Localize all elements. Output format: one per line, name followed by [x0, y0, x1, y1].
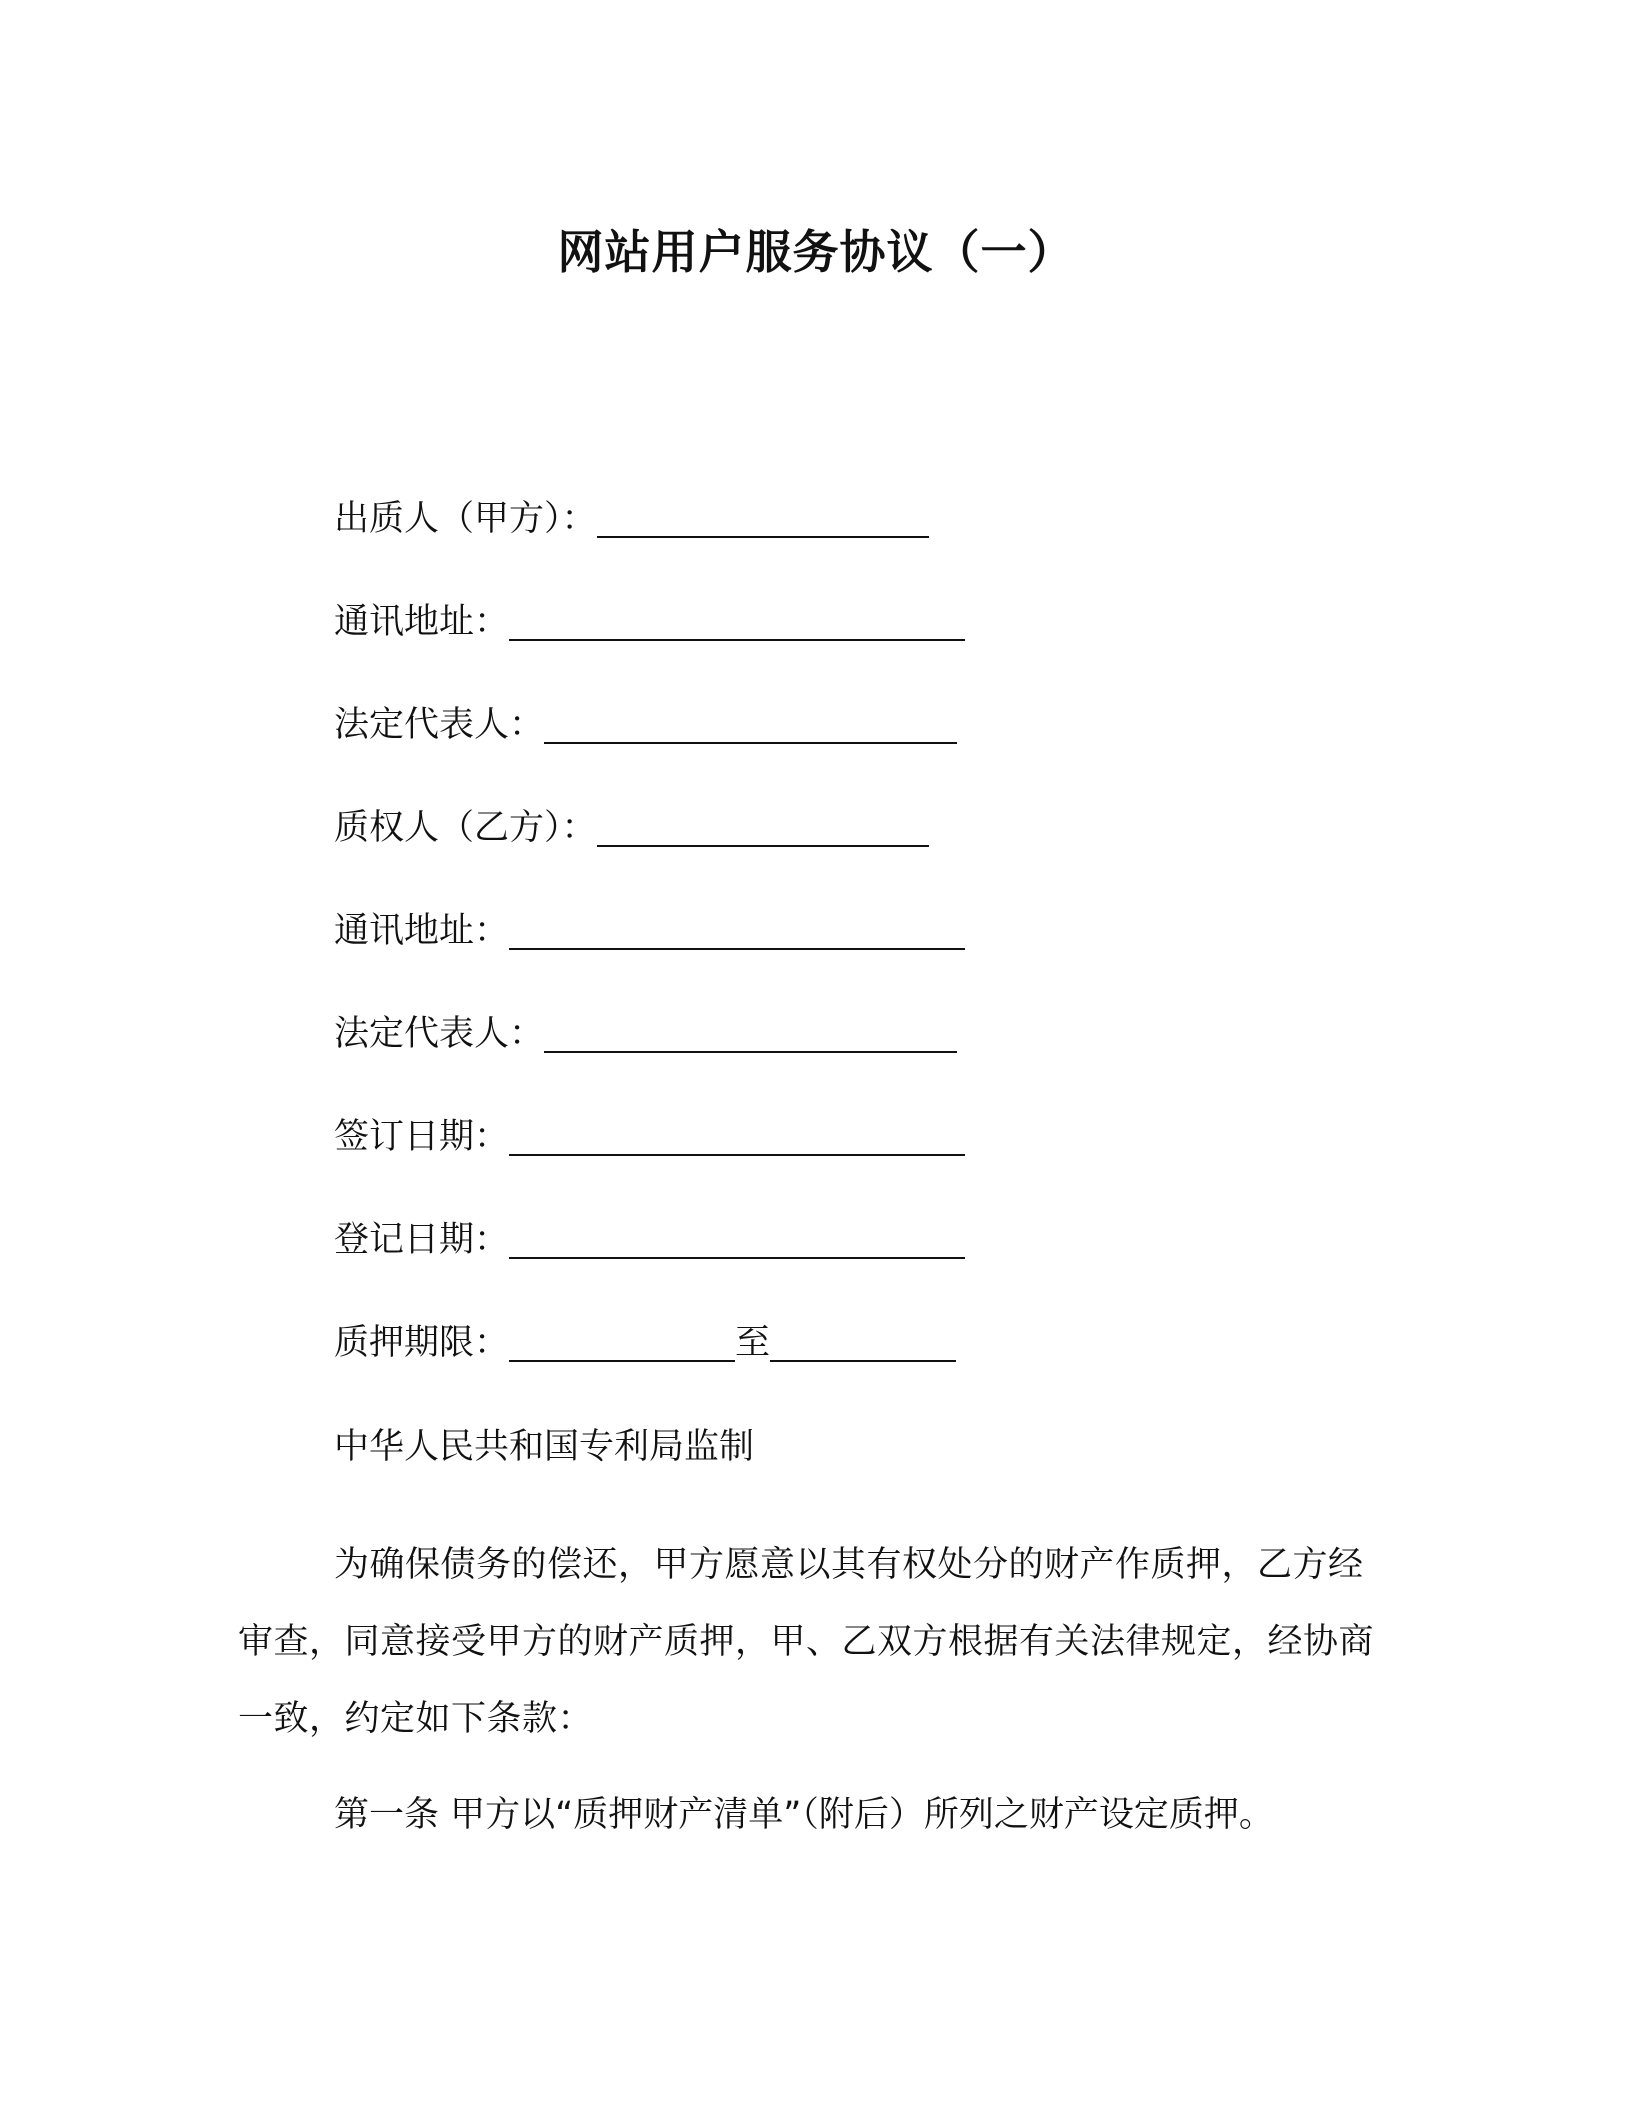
preamble-paragraph: 为确保债务的偿还，甲方愿意以其有权处分的财产作质押，乙方经审查，同意接受甲方的财产质押，甲、乙双方根据有关法律规定，经协商一致，约定如下条款：: [238, 1545, 1375, 1739]
signing-date-label: 签订日期：: [334, 1117, 510, 1157]
registration-date-label: 登记日期：: [334, 1220, 510, 1260]
pledgee-field: [334, 803, 929, 853]
signing-date-field: [334, 1112, 965, 1162]
pledgor-address-field: [334, 597, 965, 647]
pledgee-representative-label: 法定代表人：: [334, 1014, 545, 1054]
pledgee-address-blank[interactable]: [509, 914, 965, 950]
pledgor-label: 出质人（甲方）：: [334, 499, 597, 539]
article-1: 第一条 甲方以“质押财产清单”（附后）所列之财产设定质押。: [334, 1795, 1274, 1835]
pledgor-representative-field: [334, 700, 957, 750]
pledge-term-start-blank[interactable]: [509, 1326, 735, 1362]
signing-date-blank[interactable]: [509, 1120, 965, 1156]
pledgor-representative-label: 法定代表人：: [334, 705, 545, 745]
pledgee-representative-blank[interactable]: [544, 1017, 957, 1053]
pledgor-field: [334, 494, 929, 544]
pledgor-address-label: 通讯地址：: [334, 602, 510, 642]
pledgor-representative-blank[interactable]: [544, 708, 957, 744]
pledgor-blank[interactable]: [597, 502, 929, 538]
registration-date-field: [334, 1215, 965, 1265]
pledgee-blank[interactable]: [597, 811, 929, 847]
pledgee-address-label: 通讯地址：: [334, 911, 510, 951]
pledge-term-label: 质押期限：: [334, 1323, 510, 1363]
pledgor-address-blank[interactable]: [509, 605, 965, 641]
pledge-term-end-blank[interactable]: [770, 1326, 956, 1362]
pledge-term-field: [334, 1318, 956, 1368]
pledgee-label: 质权人（乙方）：: [334, 808, 597, 848]
pledge-term-separator: 至: [735, 1323, 771, 1363]
pledgee-address-field: [334, 906, 965, 956]
document-title: 网站用户服务协议（一）: [557, 225, 1075, 279]
registration-date-blank[interactable]: [509, 1223, 965, 1259]
supervisor-line: 中华人民共和国专利局监制: [334, 1427, 755, 1467]
pledgee-representative-field: [334, 1009, 957, 1059]
